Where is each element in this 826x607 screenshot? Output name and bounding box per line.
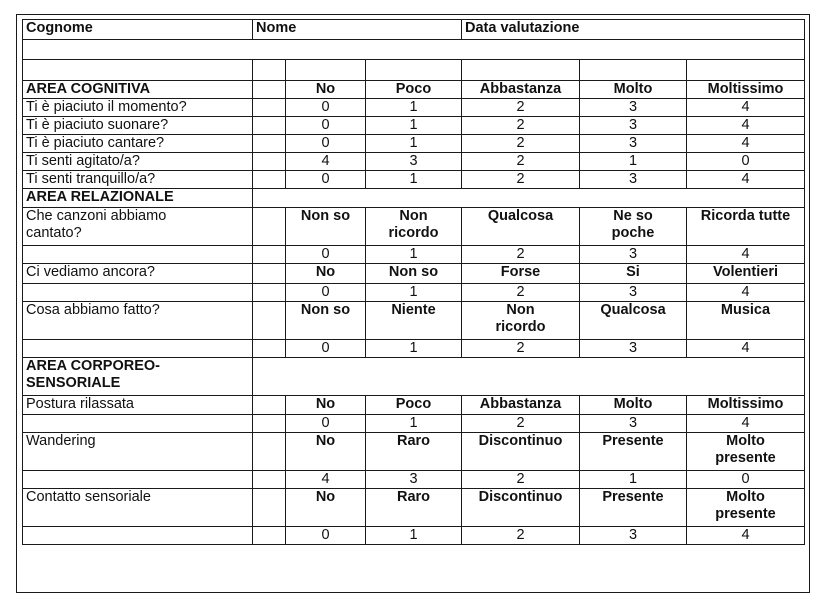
score-cell: 4 bbox=[286, 471, 366, 489]
text-line: Discontinuo bbox=[478, 489, 563, 505]
empty-cell bbox=[253, 208, 286, 246]
empty-cell bbox=[253, 135, 286, 153]
text-line: Volentieri bbox=[713, 264, 778, 280]
score-cell: 1 bbox=[366, 246, 462, 264]
empty-cell bbox=[253, 489, 286, 527]
score-cell: 4 bbox=[687, 171, 805, 189]
question-label: Ti è piaciuto suonare? bbox=[23, 117, 253, 135]
question-row bbox=[23, 302, 805, 340]
cognitiva-header-row bbox=[23, 81, 805, 99]
text-line: Molto bbox=[613, 396, 653, 412]
empty-cell bbox=[23, 415, 253, 433]
option-label bbox=[366, 396, 462, 415]
name-label: Nome bbox=[253, 20, 462, 40]
score-cell: 2 bbox=[462, 171, 580, 189]
score-cell: 1 bbox=[366, 284, 462, 302]
text-line: Non bbox=[399, 208, 428, 224]
question-label: Postura rilassata bbox=[23, 396, 253, 415]
text-line: presente bbox=[715, 506, 776, 522]
question-row bbox=[23, 264, 805, 284]
question-label: Wandering bbox=[23, 433, 253, 471]
score-cell: 0 bbox=[286, 171, 366, 189]
score-cell: 4 bbox=[286, 153, 366, 171]
score-cell: 0 bbox=[687, 471, 805, 489]
score-cell: 4 bbox=[687, 246, 805, 264]
text-line: Presente bbox=[602, 489, 664, 505]
date-label: Data valutazione bbox=[462, 20, 805, 40]
text-line: No bbox=[315, 264, 336, 280]
score-cell: 2 bbox=[462, 117, 580, 135]
option-label bbox=[366, 208, 462, 246]
option-label bbox=[580, 208, 687, 246]
column-header: Abbastanza bbox=[462, 81, 580, 99]
score-cell: 3 bbox=[580, 246, 687, 264]
empty-cell bbox=[253, 284, 286, 302]
text-line: Abbastanza bbox=[479, 396, 562, 412]
evaluation-table bbox=[22, 19, 805, 545]
score-cell: 1 bbox=[366, 135, 462, 153]
text-line: SENSORIALE bbox=[26, 375, 121, 391]
section-title-relazionale: AREA RELAZIONALE bbox=[23, 189, 253, 208]
question-label: Ti è piaciuto il momento? bbox=[23, 99, 253, 117]
text-line: Si bbox=[626, 264, 640, 280]
option-label bbox=[366, 489, 462, 527]
section-title-cognitiva: AREA COGNITIVA bbox=[23, 81, 253, 99]
column-header: No bbox=[286, 81, 366, 99]
score-cell: 0 bbox=[687, 153, 805, 171]
score-cell: 3 bbox=[580, 284, 687, 302]
score-cell: 4 bbox=[687, 527, 805, 545]
empty-cell bbox=[253, 340, 286, 358]
score-cell: 1 bbox=[580, 153, 687, 171]
empty-cell bbox=[253, 302, 286, 340]
text-line: Che canzoni abbiamo bbox=[26, 208, 167, 224]
question-row bbox=[23, 99, 805, 117]
score-cell: 3 bbox=[580, 340, 687, 358]
empty-cell bbox=[253, 117, 286, 135]
empty-cell bbox=[23, 340, 253, 358]
question-label bbox=[23, 302, 253, 340]
score-cell: 1 bbox=[366, 415, 462, 433]
empty-cell bbox=[253, 171, 286, 189]
score-cell: 2 bbox=[462, 284, 580, 302]
empty-cell bbox=[253, 433, 286, 471]
score-cell: 2 bbox=[462, 415, 580, 433]
score-cell: 4 bbox=[687, 135, 805, 153]
spacer-cell bbox=[23, 60, 253, 81]
question-row bbox=[23, 208, 805, 246]
option-label bbox=[687, 396, 805, 415]
empty-cell bbox=[253, 415, 286, 433]
question-label: Ti è piaciuto cantare? bbox=[23, 135, 253, 153]
spacer-cell bbox=[366, 60, 462, 81]
score-cell: 0 bbox=[286, 340, 366, 358]
section-row bbox=[23, 189, 805, 208]
text-line: Raro bbox=[396, 489, 431, 505]
section-title-corporeo bbox=[23, 358, 253, 396]
score-cell: 3 bbox=[580, 99, 687, 117]
text-line: Qualcosa bbox=[600, 302, 666, 318]
text-line: No bbox=[315, 396, 336, 412]
spacer-cell bbox=[462, 60, 580, 81]
option-label bbox=[286, 264, 366, 284]
option-label bbox=[462, 302, 580, 340]
text-line: Ricorda tutte bbox=[700, 208, 791, 224]
text-line: ricordo bbox=[388, 225, 439, 241]
score-cell: 2 bbox=[462, 135, 580, 153]
text-line: Forse bbox=[500, 264, 541, 280]
question-label bbox=[23, 208, 253, 246]
empty-cell bbox=[253, 81, 286, 99]
text-line: Musica bbox=[720, 302, 771, 318]
question-row bbox=[23, 433, 805, 471]
score-cell: 2 bbox=[462, 340, 580, 358]
question-row bbox=[23, 117, 805, 135]
score-cell: 2 bbox=[462, 471, 580, 489]
question-label: Contatto sensoriale bbox=[23, 489, 253, 527]
text-line: cantato? bbox=[26, 225, 82, 241]
option-label bbox=[462, 489, 580, 527]
score-cell: 2 bbox=[462, 99, 580, 117]
score-cell: 1 bbox=[366, 117, 462, 135]
score-cell: 2 bbox=[462, 527, 580, 545]
column-header: Molto bbox=[580, 81, 687, 99]
text-line: Raro bbox=[396, 433, 431, 449]
score-cell: 3 bbox=[366, 153, 462, 171]
text-line: presente bbox=[715, 450, 776, 466]
score-cell: 3 bbox=[580, 171, 687, 189]
option-label bbox=[286, 208, 366, 246]
empty-cell bbox=[23, 471, 253, 489]
option-label bbox=[462, 264, 580, 284]
text-line: Molto bbox=[726, 433, 765, 449]
text-line: No bbox=[315, 433, 336, 449]
empty-cell bbox=[253, 471, 286, 489]
surname-label: Cognome bbox=[23, 20, 253, 40]
option-label bbox=[366, 302, 462, 340]
score-cell: 3 bbox=[580, 117, 687, 135]
score-cell: 3 bbox=[580, 415, 687, 433]
text-line: Cosa abbiamo fatto? bbox=[26, 302, 160, 318]
empty-cell bbox=[23, 246, 253, 264]
question-row bbox=[23, 171, 805, 189]
option-label bbox=[462, 433, 580, 471]
score-cell: 1 bbox=[366, 340, 462, 358]
blank-cell bbox=[23, 40, 805, 60]
empty-cell bbox=[253, 396, 286, 415]
score-cell: 1 bbox=[366, 99, 462, 117]
text-line: Poco bbox=[395, 396, 432, 412]
question-label: Ti senti agitato/a? bbox=[23, 153, 253, 171]
option-label bbox=[366, 264, 462, 284]
spacer-cell bbox=[580, 60, 687, 81]
spacer-row bbox=[23, 60, 805, 81]
empty-cell bbox=[253, 358, 805, 396]
score-cell: 4 bbox=[687, 415, 805, 433]
score-cell: 4 bbox=[687, 99, 805, 117]
score-cell: 0 bbox=[286, 284, 366, 302]
score-cell: 2 bbox=[462, 246, 580, 264]
empty-cell bbox=[253, 153, 286, 171]
text-line: Qualcosa bbox=[487, 208, 554, 224]
score-cell: 1 bbox=[366, 171, 462, 189]
empty-cell bbox=[253, 246, 286, 264]
option-label bbox=[687, 433, 805, 471]
score-cell: 3 bbox=[580, 135, 687, 153]
question-row bbox=[23, 135, 805, 153]
empty-cell bbox=[23, 527, 253, 545]
option-label bbox=[687, 302, 805, 340]
score-row bbox=[23, 284, 805, 302]
text-line: poche bbox=[611, 225, 655, 241]
score-cell: 0 bbox=[286, 246, 366, 264]
option-label bbox=[580, 433, 687, 471]
empty-cell bbox=[23, 284, 253, 302]
question-label: Ti senti tranquillo/a? bbox=[23, 171, 253, 189]
blank-row bbox=[23, 40, 805, 60]
option-label bbox=[580, 302, 687, 340]
score-row bbox=[23, 340, 805, 358]
column-header: Poco bbox=[366, 81, 462, 99]
option-label bbox=[580, 264, 687, 284]
score-cell: 4 bbox=[687, 117, 805, 135]
spacer-cell bbox=[687, 60, 805, 81]
text-line: AREA CORPOREO- bbox=[26, 358, 160, 374]
header-row bbox=[23, 20, 805, 40]
empty-cell bbox=[253, 264, 286, 284]
text-line: Non so bbox=[300, 208, 351, 224]
text-line: Niente bbox=[391, 302, 436, 318]
option-label bbox=[286, 302, 366, 340]
empty-cell bbox=[253, 99, 286, 117]
score-row bbox=[23, 527, 805, 545]
score-cell: 0 bbox=[286, 135, 366, 153]
text-line: Ne so bbox=[613, 208, 653, 224]
empty-cell bbox=[253, 527, 286, 545]
option-label bbox=[366, 433, 462, 471]
score-cell: 3 bbox=[580, 527, 687, 545]
column-header: Moltissimo bbox=[687, 81, 805, 99]
empty-cell bbox=[253, 189, 805, 208]
spacer-cell bbox=[253, 60, 286, 81]
score-cell: 0 bbox=[286, 415, 366, 433]
question-label bbox=[23, 264, 253, 284]
option-label bbox=[286, 433, 366, 471]
question-row bbox=[23, 396, 805, 415]
text-line: Non so bbox=[388, 264, 439, 280]
text-line: Molto bbox=[726, 489, 765, 505]
text-line: Discontinuo bbox=[478, 433, 563, 449]
text-line: ricordo bbox=[495, 319, 546, 335]
score-cell: 4 bbox=[687, 284, 805, 302]
score-cell: 0 bbox=[286, 527, 366, 545]
score-cell: 0 bbox=[286, 117, 366, 135]
question-row bbox=[23, 489, 805, 527]
option-label bbox=[286, 396, 366, 415]
option-label bbox=[462, 208, 580, 246]
text-line: Non bbox=[506, 302, 535, 318]
option-label bbox=[462, 396, 580, 415]
score-cell: 2 bbox=[462, 153, 580, 171]
score-cell: 3 bbox=[366, 471, 462, 489]
spacer-cell bbox=[286, 60, 366, 81]
option-label bbox=[580, 396, 687, 415]
score-cell: 0 bbox=[286, 99, 366, 117]
score-cell: 1 bbox=[366, 527, 462, 545]
option-label bbox=[687, 264, 805, 284]
question-row bbox=[23, 153, 805, 171]
text-line: Non so bbox=[300, 302, 351, 318]
score-row bbox=[23, 471, 805, 489]
option-label bbox=[286, 489, 366, 527]
text-line: Presente bbox=[602, 433, 664, 449]
text-line: No bbox=[315, 489, 336, 505]
section-row bbox=[23, 358, 805, 396]
text-line: Ci vediamo ancora? bbox=[26, 264, 155, 280]
text-line: Moltissimo bbox=[707, 396, 784, 412]
option-label bbox=[687, 208, 805, 246]
score-cell: 1 bbox=[580, 471, 687, 489]
option-label bbox=[687, 489, 805, 527]
option-label bbox=[580, 489, 687, 527]
score-row bbox=[23, 246, 805, 264]
score-cell: 4 bbox=[687, 340, 805, 358]
score-row bbox=[23, 415, 805, 433]
